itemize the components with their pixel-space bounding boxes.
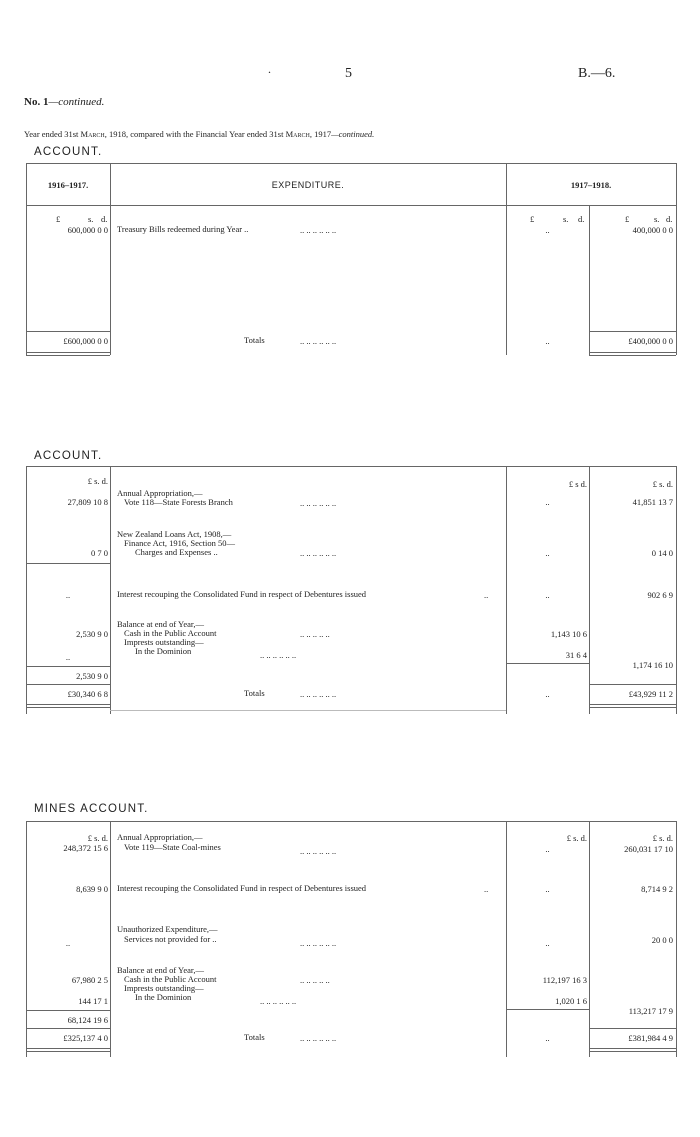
s2-row1-amount-1917: 41,851 13 7 xyxy=(632,497,673,507)
s1-row1-leader-dots: .. .. .. .. .. .. xyxy=(300,225,337,235)
s3-row4-left-rule xyxy=(26,1010,110,1011)
year-line-march-2: March xyxy=(285,129,310,139)
s2-unit-right: £ s. d. xyxy=(652,479,673,489)
s3-row4-desc2: Cash in the Public Account xyxy=(124,974,217,984)
s2-row3-leader-dots: .. xyxy=(484,590,489,600)
s2-row4-left-rule xyxy=(26,666,110,667)
s1-left-total-rule xyxy=(26,331,110,332)
s1-unit-s-right: s. xyxy=(654,214,660,224)
s2-row4-cash-subtotal: 1,143 10 6 xyxy=(550,629,587,639)
s1-unit-d-right: d. xyxy=(666,214,673,224)
s1-left-double-rule xyxy=(26,352,110,356)
s2-total-subtotal: .. xyxy=(545,689,550,699)
s2-row3-subtotal: .. xyxy=(545,590,550,600)
s2-row3-amount-1917: 902 6 9 xyxy=(647,590,673,600)
s3-row4-balance-sum-1916: 68,124 19 6 xyxy=(67,1015,108,1025)
s3-row4-leader-dots-b: .. .. .. .. .. .. xyxy=(260,996,297,1006)
s3-left-total-rule xyxy=(26,1028,110,1029)
s1-header-rule xyxy=(26,205,676,206)
s1-unit-s-left: s. xyxy=(88,214,94,224)
s2-right-rule xyxy=(676,466,677,714)
s3-right-double-rule xyxy=(589,1048,676,1052)
s3-row2-amount-1916: 8,639 9 0 xyxy=(76,884,108,894)
s2-total-1917: £43,929 11 2 xyxy=(628,689,673,699)
s2-left-total-rule xyxy=(26,684,110,685)
s3-total-1916: £325,137 4 0 xyxy=(63,1033,108,1043)
s2-row2-amount-1917: 0 14 0 xyxy=(651,548,673,558)
s3-unit-right: £ s. d. xyxy=(652,833,673,843)
s1-top-rule xyxy=(26,163,676,164)
s2-row4-leader-dots-a: .. .. .. .. .. xyxy=(300,629,330,639)
s2-row2-subtotal: .. xyxy=(545,548,550,558)
s1-right-double-rule xyxy=(589,352,676,356)
s1-row1-amount-1916: 600,000 0 0 xyxy=(67,225,108,235)
s2-total-label: Totals xyxy=(244,688,265,698)
section3-title: MINES ACCOUNT. xyxy=(34,803,149,815)
s1-row1-amount-1917: 400,000 0 0 xyxy=(632,225,673,235)
s1-col1-rule xyxy=(110,163,111,355)
year-line-continued: —continued. xyxy=(331,129,375,139)
s3-unit-left: £ s. d. xyxy=(87,833,108,843)
s3-row4-mid-rule xyxy=(506,1009,589,1010)
document-reference: B.—6. xyxy=(578,66,616,81)
s3-top-rule xyxy=(26,821,676,822)
s3-row2-description: Interest recouping the Consolidated Fund in respect of Debentures issued xyxy=(117,883,367,893)
s2-row4-mid-rule xyxy=(506,663,589,664)
s3-row4-desc3: Imprests outstanding— xyxy=(124,983,204,993)
s3-total-leader-dots: .. .. .. .. .. .. xyxy=(300,1033,337,1043)
s3-left-double-rule xyxy=(26,1048,110,1052)
s3-row2-amount-1917: 8,714 9 2 xyxy=(641,884,673,894)
header-dot: . xyxy=(268,62,271,76)
s3-row4-leader-dots-a: .. .. .. .. .. xyxy=(300,975,330,985)
s1-unit-d-mid: d. xyxy=(578,214,585,224)
s2-row1-leader-dots: .. .. .. .. .. .. xyxy=(300,498,337,508)
s2-row3-description: Interest recouping the Consolidated Fund in respect of Debentures issued xyxy=(117,589,367,599)
s3-row4-amount-cash-1916: 67,980 2 5 xyxy=(71,975,108,985)
s2-row3-amount-1916: .. xyxy=(65,590,71,600)
statement-number-label: No. 1 xyxy=(24,96,49,108)
s3-row3-amount-1917: 20 0 0 xyxy=(651,935,673,945)
s3-row4-cash-subtotal: 112,197 16 3 xyxy=(542,975,587,985)
s2-row4-leader-dots-b: .. .. .. .. .. .. xyxy=(260,650,297,660)
s3-row3-desc2: Services not provided for .. xyxy=(124,934,217,944)
s1-total-subtotal: .. xyxy=(545,336,550,346)
s1-unit-pound-right: £ xyxy=(625,214,630,224)
s2-row4-amount-cash-1916: 2,530 9 0 xyxy=(76,629,108,639)
s1-col-expenditure-header: EXPENDITURE. xyxy=(271,180,345,190)
s3-right-rule xyxy=(676,821,677,1057)
s2-bottom-faint-rule xyxy=(110,710,506,711)
s3-row4-amount-imprests-1916: 144 17 1 xyxy=(78,996,108,1006)
s3-row4-amount-1917: 113,217 17 9 xyxy=(628,1006,673,1016)
s2-row4-amount-imprests-1916: .. xyxy=(65,652,71,662)
s2-row4-desc3: Imprests outstanding— xyxy=(124,637,204,647)
s2-row4-desc1: Balance at end of Year,— xyxy=(117,619,204,629)
s2-col1-rule xyxy=(110,466,111,714)
s1-total-1917: £400,000 0 0 xyxy=(628,336,673,346)
s1-unit-d-left: d. xyxy=(101,214,108,224)
s1-col2-rule xyxy=(506,163,507,355)
s3-row1-amount-1917: 260,031 17 10 xyxy=(624,844,673,854)
s3-total-subtotal: .. xyxy=(545,1033,550,1043)
s3-row1-desc2: Vote 119—State Coal-mines xyxy=(124,842,221,852)
s2-total-leader-dots: .. .. .. .. .. .. xyxy=(300,689,337,699)
s3-row4-desc1: Balance at end of Year,— xyxy=(117,965,204,975)
s2-row4-desc2: Cash in the Public Account xyxy=(124,628,217,638)
s3-row1-amount-1916: 248,372 15 6 xyxy=(63,843,108,853)
s2-unit-mid: £ s d. xyxy=(568,479,587,489)
s1-total-1916: £600,000 0 0 xyxy=(63,336,108,346)
year-line-c: , 1918, compared with the Financial Year ended 31st xyxy=(104,129,286,139)
s3-row3-amount-1916: .. xyxy=(65,938,71,948)
s1-unit-pound-left: £ xyxy=(56,214,61,224)
s3-col1-rule xyxy=(110,821,111,1057)
s1-right-total-rule xyxy=(589,331,676,332)
s2-row4-imprests-subtotal: 31 6 4 xyxy=(565,650,587,660)
s2-total-1916: £30,340 6 8 xyxy=(67,689,108,699)
year-line-e: , 1917 xyxy=(309,129,332,139)
s2-row4-desc4: In the Dominion xyxy=(135,646,192,656)
s2-row2-desc2: Finance Act, 1916, Section 50— xyxy=(124,538,235,548)
s1-col-1916-header: 1916–1917. xyxy=(47,180,89,190)
s2-row2-leader-dots: .. .. .. .. .. .. xyxy=(300,548,337,558)
s3-row1-leader-dots: .. .. .. .. .. .. xyxy=(300,846,337,856)
s2-right-total-rule xyxy=(589,684,676,685)
year-line-march-1: March xyxy=(80,129,105,139)
s2-row1-desc2: Vote 118—State Forests Branch xyxy=(124,497,233,507)
s3-row3-desc1: Unauthorized Expenditure,— xyxy=(117,924,218,934)
s2-left-double-rule xyxy=(26,704,110,708)
statement-continued: —continued. xyxy=(48,96,105,108)
s2-row4-amount-1917: 1,174 16 10 xyxy=(632,660,673,670)
s3-total-1917: £381,984 4 9 xyxy=(628,1033,673,1043)
s1-left-rule xyxy=(26,163,27,355)
s1-total-label: Totals xyxy=(244,335,265,345)
s1-col-1917-header: 1917–1918. xyxy=(570,180,612,190)
s3-total-label: Totals xyxy=(244,1032,265,1042)
s2-unit-left: £ s. d. xyxy=(87,476,108,486)
statement-number xyxy=(24,96,104,108)
s3-row2-leader-dots: .. xyxy=(484,884,489,894)
s2-row2-rule xyxy=(26,563,110,564)
s1-right-rule xyxy=(676,163,677,355)
s2-row1-subtotal: .. xyxy=(545,497,550,507)
s3-right-total-rule xyxy=(589,1028,676,1029)
year-line xyxy=(24,129,374,139)
s2-row1-desc1: Annual Appropriation,— xyxy=(117,488,203,498)
s3-row1-subtotal: .. xyxy=(545,844,550,854)
s2-row1-amount-1916: 27,809 10 8 xyxy=(67,497,108,507)
s2-right-double-rule xyxy=(589,704,676,708)
s3-row4-imprests-subtotal: 1,020 1 6 xyxy=(555,996,587,1006)
s1-total-leader-dots: .. .. .. .. .. .. xyxy=(300,336,337,346)
s2-row4-balance-sum-1916: 2,530 9 0 xyxy=(76,671,108,681)
s2-row2-desc3: Charges and Expenses .. xyxy=(135,547,218,557)
s3-row2-subtotal: .. xyxy=(545,884,550,894)
s2-top-rule xyxy=(26,466,676,467)
year-line-a: Year ended 31st xyxy=(24,129,81,139)
s2-row2-desc1: New Zealand Loans Act, 1908,— xyxy=(117,529,232,539)
s3-row1-desc1: Annual Appropriation,— xyxy=(117,832,203,842)
s2-row2-amount-1916: 0 7 0 xyxy=(91,548,108,558)
s3-row3-subtotal: .. xyxy=(545,938,550,948)
s1-unit-s-mid: s. xyxy=(563,214,569,224)
s3-row4-desc4: In the Dominion xyxy=(135,992,192,1002)
s1-row1-description: Treasury Bills redeemed during Year .. xyxy=(117,224,249,234)
s3-unit-mid: £ s. d. xyxy=(566,833,587,843)
section2-title: ACCOUNT. xyxy=(34,450,103,462)
page-number: 5 xyxy=(345,66,352,81)
s1-row1-subtotal: .. xyxy=(545,225,550,235)
s1-unit-pound-mid: £ xyxy=(530,214,535,224)
s3-row3-leader-dots: .. .. .. .. .. .. xyxy=(300,938,337,948)
section1-title: ACCOUNT. xyxy=(34,146,103,158)
